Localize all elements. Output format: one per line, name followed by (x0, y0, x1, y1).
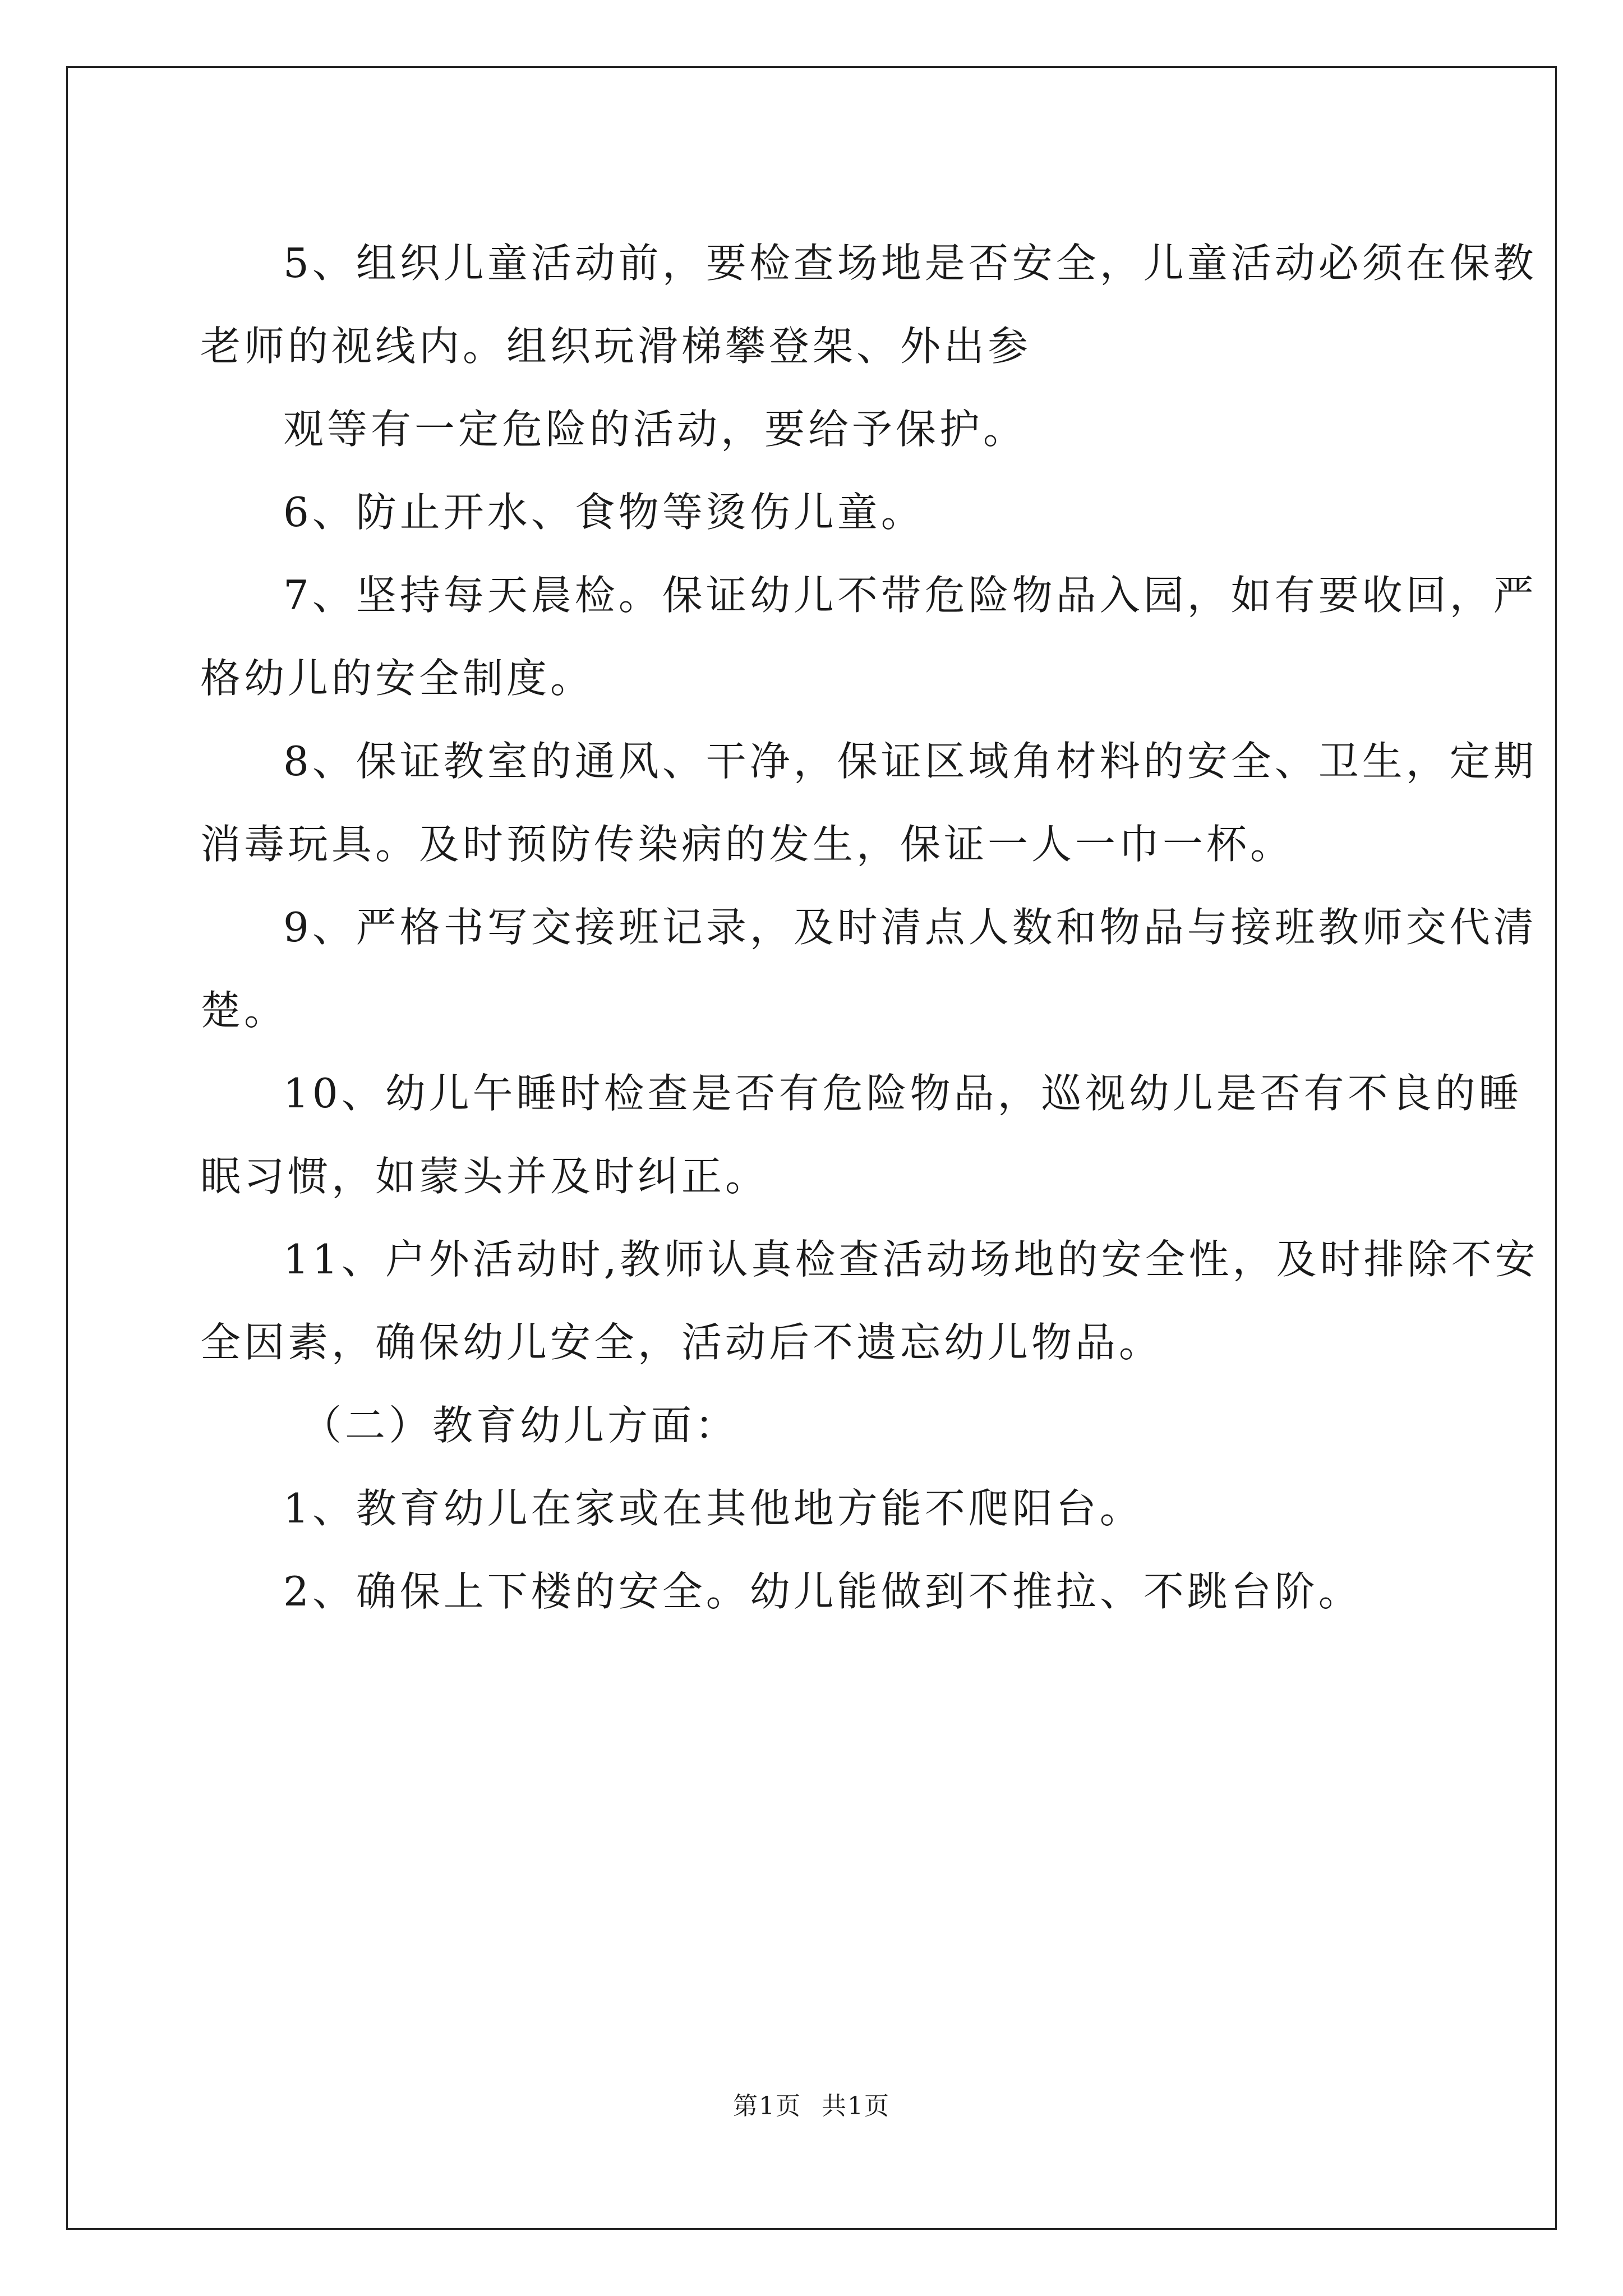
paragraph-10-line-2: 眠习惯，如蒙头并及时纠正。 (200, 1153, 769, 1200)
paragraph-9-line-1: 9、严格书写交接班记录，及时清点人数和物品与接班教师交代清 (283, 904, 1537, 951)
page-number-total: 共1页 (822, 2092, 890, 2120)
paragraph-5-continuation: 观等有一定危险的活动，要给予保护。 (283, 406, 1027, 453)
education-item-2: 2、确保上下楼的安全。幼儿能做到不推拉、不跳台阶。 (283, 1568, 1362, 1615)
paragraph-5-line-1: 5、组织儿童活动前，要检查场地是否安全，儿童活动必须在保教 (283, 240, 1537, 287)
page-number-current: 第1页 (733, 2092, 801, 2120)
paragraph-7-line-1: 7、坚持每天晨检。保证幼儿不带危险物品入园，如有要收回，严 (283, 572, 1537, 619)
paragraph-9-line-2: 楚。 (200, 987, 288, 1034)
paragraph-11-line-1: 11、户外活动时,教师认真检查活动场地的安全性，及时排除不安 (283, 1236, 1539, 1283)
paragraph-7-line-2: 格幼儿的安全制度。 (200, 655, 594, 702)
education-item-1: 1、教育幼儿在家或在其他地方能不爬阳台。 (283, 1485, 1144, 1532)
page-footer (0, 2086, 1623, 2122)
paragraph-8-line-1: 8、保证教室的通风、干净，保证区域角材料的安全、卫生，定期 (283, 738, 1537, 785)
paragraph-8-line-2: 消毒玩具。及时预防传染病的发生，保证一人一巾一杯。 (200, 821, 1294, 868)
paragraph-5-line-2: 老师的视线内。组织玩滑梯攀登架、外出参 (200, 323, 1032, 370)
paragraph-10-line-1: 10、幼儿午睡时检查是否有危险物品，巡视幼儿是否有不良的睡 (283, 1070, 1523, 1117)
section-heading: （二）教育幼儿方面： (301, 1402, 739, 1449)
paragraph-6: 6、防止开水、食物等烫伤儿童。 (283, 489, 925, 536)
document-body (200, 222, 1539, 1633)
paragraph-11-line-2: 全因素，确保幼儿安全，活动后不遗忘幼儿物品。 (200, 1319, 1163, 1366)
